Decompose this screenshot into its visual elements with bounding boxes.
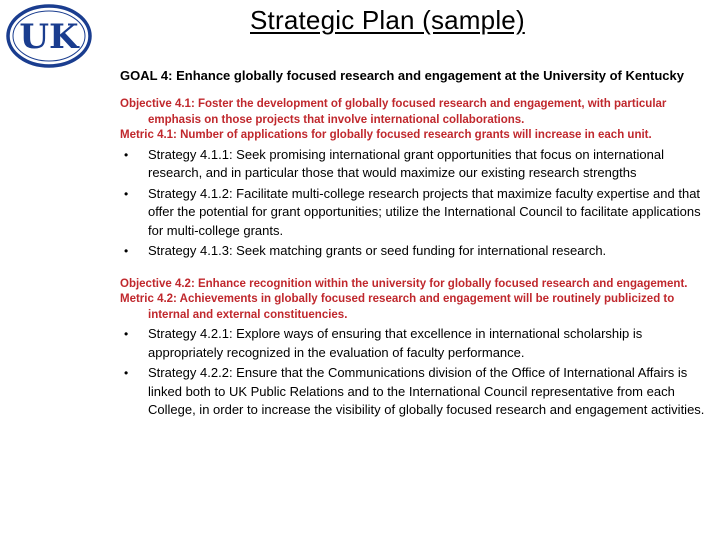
strategy-4-2-1	[120, 325, 712, 362]
page-title: Strategic Plan (sample)	[250, 5, 525, 35]
bullet-icon: •	[124, 147, 129, 162]
strategy-text: Strategy 4.1.2: Facilitate multi-college research projects that maximize faculty expertise and that offer the potential for grant opportunities; utilize the International Council to facilitate applications for multi-college grants.	[148, 185, 701, 238]
metric-4-1: Metric 4.1: Number of applications for globally focused research grants will increase in each unit.	[120, 129, 652, 141]
uk-logo-icon	[6, 4, 92, 68]
objective-section-1	[120, 97, 712, 261]
objective-4-1: Objective 4.1: Foster the development of globally focused research and engagement, with particular emphasis on those projects that involve international collaborations.	[120, 98, 667, 126]
strategy-text: Strategy 4.2.2: Ensure that the Communications division of the Office of International Affairs is linked both to UK Public Relations and to the International Council representative from each College, in order to increase the visibility of globally focused research and engagement activities.	[148, 365, 705, 417]
strategy-4-1-2	[120, 185, 712, 241]
strategy-4-1-1	[120, 146, 712, 183]
document-body	[120, 66, 712, 420]
bullet-icon: •	[124, 186, 129, 201]
metric-4-2: Metric 4.2: Achievements in globally focused research and engagement will be routinely publicized to internal and external constituencies.	[120, 293, 675, 321]
strategy-text: Strategy 4.1.1: Seek promising international grant opportunities that focus on international research, and in particular those that would maximize our existing research strengths	[148, 146, 664, 180]
strategy-4-2-2	[120, 364, 712, 420]
strategy-text: Strategy 4.2.1: Explore ways of ensuring that excellence in international scholarship is appropriately recognized in the evaluation of faculty performance.	[148, 326, 643, 360]
strategy-4-1-3	[120, 242, 712, 261]
strategy-text: Strategy 4.1.3: Seek matching grants or seed funding for international research.	[148, 243, 607, 258]
strategy-list-4-2	[120, 325, 712, 420]
logo-text: UK	[19, 17, 79, 57]
bullet-icon: •	[124, 327, 129, 341]
objective-section-2	[120, 277, 712, 420]
strategy-list-4-1	[120, 146, 712, 261]
goal-heading: GOAL 4: Enhance globally focused research and engagement at the University of Kentucky	[120, 68, 684, 83]
bullet-icon: •	[124, 366, 129, 380]
objective-4-2: Objective 4.2: Enhance recognition within the university for globally focused research and engagement.	[120, 277, 688, 290]
bullet-icon: •	[124, 244, 129, 258]
